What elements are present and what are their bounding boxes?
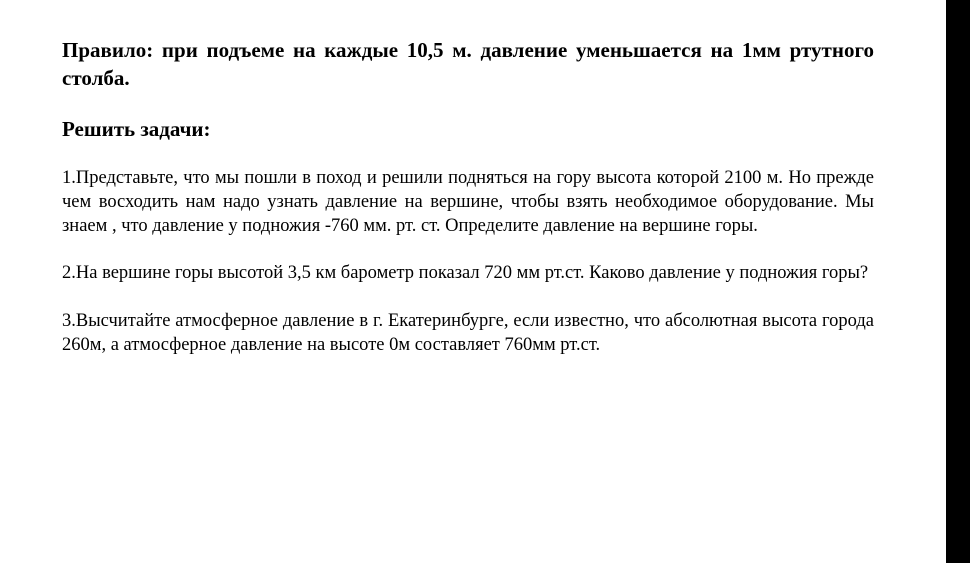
task-3: 3.Высчитайте атмосферное давление в г. Екатеринбурге, если известно, что абсолютная высота города 260м, а атмосферное давление на высоте 0м составляет 760мм рт.ст. xyxy=(62,311,874,355)
window-edge-bar xyxy=(946,0,970,563)
tasks-heading: Решить задачи: xyxy=(62,117,211,141)
rule-paragraph: Правило: при подъеме на каждые 10,5 м. давление уменьшается на 1мм ртутного столба. xyxy=(62,38,874,90)
task-2: 2.На вершине горы высотой 3,5 км барометр показал 720 мм рт.ст. Каково давление у подножия горы? xyxy=(62,263,869,283)
task-1: 1.Представьте, что мы пошли в поход и решили подняться на гору высота которой 2100 м. Но прежде чем восходить нам надо узнать давление на вершине, чтобы взять необходимое оборудование. Мы знаем , что давление у подножия -760 мм. рт. ст. Определите давление на вершине горы. xyxy=(62,168,874,236)
document-content xyxy=(62,36,874,357)
